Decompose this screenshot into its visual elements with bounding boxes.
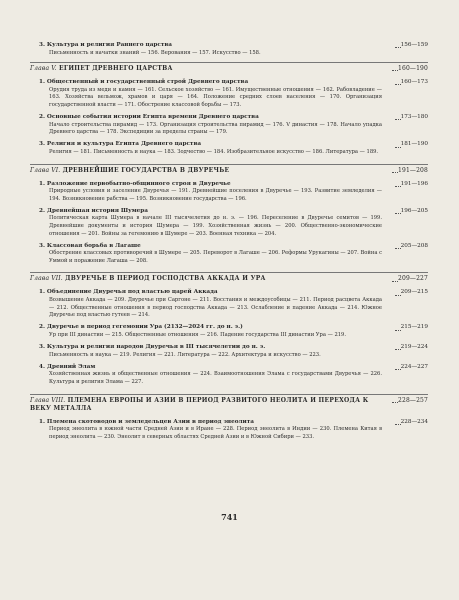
section-number: 2.: [39, 324, 45, 331]
table-of-contents: [30, 42, 428, 446]
toc-section: [39, 289, 428, 319]
section-number: 1.: [39, 79, 45, 86]
section-subtopics: Начало строительства пирамид — 173. Организация строительства пирамид — 176. V династия — 178. Начало упадка Древнего царства — 178. Экспедиции за пределы страны — 179.: [49, 121, 382, 136]
section-subtopics: Религия — 181. Письменность и наука — 183. Зодчество — 184. Изобразительное искусство — 186. Литература — 189.: [49, 148, 379, 155]
section-number: 4.: [39, 363, 45, 370]
section-subtopics: Политическая карта Шумера в начале III тысячелетия до н. э. — 196. Переселение в Двуречье семитов — 199. Древнейшие документы и история Шумера — 199. Хозяйственная жизнь — 200. Общественно-экономические отношения — 201. Войны за гегемонию в Шумере — 203. Военная техника — 204.: [49, 215, 382, 237]
page-range: 209—227: [398, 275, 428, 283]
section-number: 1.: [39, 289, 45, 296]
page-number: 741: [221, 512, 238, 522]
toc-chapter: [30, 397, 428, 413]
chapter-title: ДВУРЕЧЬЕ В ПЕРИОД ГОСПОДСТВА АККАДА И УРА: [65, 275, 266, 283]
section-subtopics: Период энеолита в южной части Средней Азии и в Иране — 228. Период энеолита в Индии — 230. Племена Китая в период энеолита — 230. Энеолит в северных областях Средней Азии и в Южной Сибири — 233.: [49, 426, 382, 440]
chapter-label: Глава VII.: [30, 275, 63, 283]
page-range: 219—224: [400, 344, 428, 351]
section-title: Религия и культура Египта Древнего царства: [46, 141, 202, 148]
toc-section: [39, 243, 428, 266]
page-range: 181—190: [400, 141, 428, 148]
section-title: Двуречье в период гегемонии Ура (2132—2024 гг. до н. э.): [46, 324, 243, 331]
chapter-divider-line: [30, 164, 428, 165]
toc-section: [39, 79, 428, 109]
section-number: 3.: [39, 141, 45, 148]
page-range: 209—215: [400, 289, 428, 296]
section-subtopics: Письменность и начатки знаний — 156. Верования — 157. Искусство — 158.: [49, 49, 261, 56]
page-range: 191—196: [400, 180, 428, 187]
section-title: Объединение Двуречья под властью царей Аккада: [46, 289, 218, 296]
chapter-label: Глава V.: [30, 65, 57, 73]
page-range: 224—227: [400, 363, 428, 370]
section-number: 3.: [39, 242, 45, 249]
section-title: Общественный и государственный строй Древнего царства: [46, 79, 249, 86]
chapter-title: ДРЕВНЕЙШИЕ ГОСУДАРСТВА В ДВУРЕЧЬЕ: [62, 166, 230, 174]
page-range: 160—173: [400, 79, 428, 86]
section-title: Племена скотоводов и земледельцев Азии в период энеолита: [46, 418, 254, 425]
page-range: 173—180: [400, 114, 428, 121]
section-subtopics: Возвышение Аккада — 209. Двуречье при Саргоне — 211. Восстания и междоусобицы — 211. Период расцвета Аккада — 212. Общественные отношения в период господства Аккада — 213. Ослабление и падение Аккада — 214. Южное Двуречье под властью гутеев — 214.: [49, 297, 382, 319]
toc-section: [39, 364, 428, 387]
toc-section: [39, 419, 428, 442]
section-title: Классовая борьба в Лагаше: [46, 242, 141, 249]
chapter-divider-line: [30, 62, 428, 63]
chapter-title: ЕГИПЕТ ДРЕВНЕГО ЦАРСТВА: [59, 65, 173, 73]
section-subtopics: Письменность и наука — 219. Религия — 221. Литература — 222. Архитектура и искусство — 223.: [49, 351, 321, 358]
section-subtopics: Ур при III династии — 215. Общественные отношения — 216. Падение государства III династии Ура — 219.: [49, 331, 347, 338]
section-number: 2.: [39, 114, 45, 121]
toc-section: [39, 181, 428, 204]
section-title: Основные события истории Египта времени Древнего царства: [46, 114, 259, 121]
toc-section: [39, 141, 428, 156]
section-number: 3.: [39, 344, 45, 351]
section-title: Разложение первобытно-общинного строя в Двуречье: [46, 180, 231, 187]
page-range: 228—257: [398, 396, 428, 404]
page-range: 191—208: [398, 166, 428, 174]
page-range: 228—234: [400, 418, 428, 425]
section-title: Культура и религия Раннего царства: [46, 42, 172, 48]
section-subtopics: Орудия труда из меди и камня — 161. Сельское хозяйство — 161. Имущественные отношения — 162. Рабовладение — 163. Хозяйства вельмож, храмов и царя — 164. Положение средних слоев населения — 170. Организация государственной власти — 171. Обострение классовой борьбы — 173.: [49, 86, 382, 108]
section-subtopics: Природные условия и заселение Двуречья — 191. Древнейшие поселения в Двуречье — 193. Развитие земледелия — 194. Возникновение рабства — 195. Возникновение государства — 196.: [49, 188, 382, 202]
section-subtopics: Обострение классовых противоречий в Шумере — 205. Переворот в Лагаше — 206. Реформы Урукагины — 207. Война с Уммой и поражение Лагаша — 208.: [49, 250, 382, 264]
chapter-divider-line: [30, 394, 428, 395]
toc-chapter: [30, 275, 428, 283]
section-title: Культура и религия народов Двуречья в III тысячелетии до н. э.: [46, 344, 266, 351]
toc-section: [39, 208, 428, 238]
chapter-label: Глава VIII.: [30, 396, 66, 404]
toc-chapter: [30, 65, 428, 73]
toc-section: [39, 114, 428, 137]
page-range: 215—219: [400, 324, 428, 331]
section-subtopics: Хозяйственная жизнь и общественные отношения — 224. Взаимоотношения Элама с государствами Двуречья — 226. Культура и религия Элама — 227.: [49, 371, 382, 385]
toc-section: [39, 42, 428, 57]
page-range: 160—190: [398, 65, 428, 73]
section-number: 1.: [39, 180, 45, 187]
toc-chapter: [30, 167, 428, 175]
section-number: 3.: [39, 42, 45, 48]
section-number: 1.: [39, 418, 45, 425]
toc-section: [39, 324, 428, 339]
chapter-title: ПЛЕМЕНА ЕВРОПЫ И АЗИИ В ПЕРИОД РАЗВИТОГО НЕОЛИТА И ПЕРЕХОДА К ВЕКУ МЕТАЛЛА: [30, 396, 369, 412]
section-number: 2.: [39, 207, 45, 214]
page-range: 205—208: [400, 242, 428, 249]
toc-section: [39, 344, 428, 359]
page-range: 156—159: [400, 42, 428, 48]
section-title: Древнейшая история Шумера: [46, 207, 148, 214]
chapter-label: Глава VI.: [30, 166, 61, 174]
section-title: Древний Элам: [46, 363, 96, 370]
chapter-divider-line: [30, 272, 428, 273]
page-range: 196—205: [400, 207, 428, 214]
